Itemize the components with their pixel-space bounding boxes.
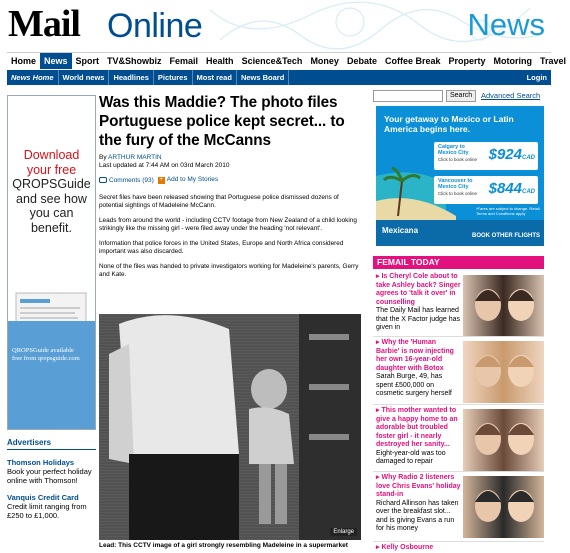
advertiser-desc: Book your perfect holiday online with Thomson! bbox=[7, 467, 92, 485]
thumbnail-image bbox=[463, 476, 544, 538]
thumbnail-image bbox=[463, 409, 544, 471]
nav-item-sport[interactable]: Sport bbox=[75, 56, 100, 66]
byline-prefix: By bbox=[99, 154, 107, 161]
enlarge-button[interactable]: Enlarge bbox=[330, 528, 357, 536]
femail-item-text bbox=[376, 474, 461, 534]
femail-item-desc: Sarah Burge, 49, has spent £500,000 on cosmetic surgery herself bbox=[376, 373, 452, 397]
add-to-stories-link[interactable] bbox=[158, 176, 218, 184]
search-input[interactable] bbox=[373, 90, 443, 102]
route-label: Vancouver to Mexico City bbox=[438, 178, 473, 190]
ad-line: QROPSGuide bbox=[12, 177, 91, 191]
plus-icon: + bbox=[159, 177, 164, 183]
nav-item-motoring[interactable]: Motoring bbox=[493, 56, 533, 66]
subnav-item-pictures[interactable]: Pictures bbox=[154, 70, 193, 85]
article-paragraph: Secret files have been released showing that Portuguese police dismissed dozens of potential sightings of Madeleine McCann. bbox=[99, 194, 339, 209]
logo-mail[interactable]: Mail bbox=[8, 3, 80, 45]
advertiser-desc: Credit limit ranging from £250 to £1,000. bbox=[7, 502, 87, 520]
login-link[interactable]: Login bbox=[526, 73, 547, 82]
arrow-icon: ▸ bbox=[376, 273, 382, 280]
ad-line: Download bbox=[23, 148, 80, 162]
femail-item-text bbox=[376, 273, 461, 333]
nav-item-property[interactable]: Property bbox=[448, 56, 486, 66]
femail-item[interactable] bbox=[373, 271, 544, 335]
book-other-flights-button[interactable]: BOOK OTHER FLIGHTS bbox=[472, 233, 540, 239]
nav-item-home[interactable]: Home bbox=[11, 56, 37, 66]
ad-footer-line: free from qropsguide.com bbox=[12, 355, 80, 362]
advertiser-item[interactable] bbox=[7, 493, 96, 520]
nav-item-health[interactable]: Health bbox=[206, 56, 234, 66]
section-title: News bbox=[467, 7, 545, 42]
subnav-item-news-board[interactable]: News Board bbox=[237, 70, 289, 85]
comment-icon bbox=[99, 177, 107, 183]
price-amount: $924 bbox=[488, 146, 522, 163]
nav-item-travel[interactable]: Travel bbox=[540, 56, 567, 66]
femail-item[interactable] bbox=[373, 472, 544, 540]
femail-item-desc: The Daily Mail has learned that the X Factor judge has given in bbox=[376, 307, 461, 331]
price-currency: CAD bbox=[522, 155, 535, 161]
femail-item-title[interactable] bbox=[376, 339, 461, 373]
femail-item[interactable] bbox=[373, 337, 544, 403]
price-amount: $844 bbox=[488, 180, 522, 197]
nav-item-coffee-break[interactable]: Coffee Break bbox=[384, 56, 441, 66]
comments-link[interactable] bbox=[99, 177, 154, 184]
advertisers-heading: Advertisers bbox=[7, 438, 96, 450]
route-label: Calgary to Mexico City bbox=[438, 144, 469, 156]
comments-label: Comments (93) bbox=[109, 176, 154, 184]
femail-item-text bbox=[376, 407, 461, 467]
price-currency: CAD bbox=[522, 189, 535, 195]
subnav-item-world-news[interactable]: World news bbox=[59, 70, 110, 85]
arrow-icon: ▸ bbox=[376, 544, 382, 551]
masthead bbox=[0, 0, 557, 50]
femail-title-label: This mother wanted to give a happy home to an adorable but troubled foster girl - it nearly destroyed her sanity... bbox=[376, 407, 458, 448]
arrow-icon: ▸ bbox=[376, 407, 382, 414]
femail-thumbnail[interactable] bbox=[463, 341, 544, 403]
author-link[interactable]: ARTHUR MARTIN bbox=[108, 154, 162, 161]
ad-footer-line: QROPSGuide available bbox=[12, 347, 74, 354]
thumbnail-image bbox=[463, 275, 544, 337]
femail-item[interactable] bbox=[373, 405, 544, 470]
mexicana-logo: Mexicana bbox=[382, 226, 419, 235]
femail-title-label: Is Cheryl Cole about to take Ashley back? Singer agrees to 'talk it over' in counselling bbox=[376, 273, 461, 306]
femail-today-heading[interactable]: FEMAIL TODAY bbox=[373, 256, 544, 269]
cctv-photo[interactable] bbox=[99, 314, 361, 540]
advertiser-title[interactable]: Vanquis Credit Card bbox=[7, 493, 79, 502]
advertiser-title[interactable]: Thomson Holidays bbox=[7, 458, 75, 467]
ad-blue-panel bbox=[8, 321, 95, 429]
femail-title-label: Kelly Osbourne bbox=[381, 544, 434, 551]
book-online-link[interactable]: Click to book online bbox=[438, 191, 478, 196]
femail-thumbnail[interactable] bbox=[463, 409, 544, 471]
add-to-stories-label: Add to My Stories bbox=[166, 176, 219, 183]
price-label bbox=[489, 180, 535, 197]
ad-line: you can bbox=[29, 206, 74, 220]
article-actions bbox=[99, 176, 363, 184]
sub-nav bbox=[7, 70, 551, 85]
advertisers bbox=[7, 438, 96, 520]
byline bbox=[99, 154, 363, 170]
femail-item-text bbox=[376, 339, 461, 399]
terms-text: *Fares are subject to change. Retail Terms and Conditions apply bbox=[476, 206, 540, 216]
ad-line: your free bbox=[26, 162, 77, 177]
cctv-image bbox=[99, 314, 361, 540]
nav-item-debate[interactable]: Debate bbox=[346, 56, 377, 66]
arrow-icon: ▸ bbox=[376, 474, 382, 481]
advanced-search-link[interactable]: Advanced Search bbox=[481, 91, 541, 100]
femail-item-text bbox=[376, 544, 461, 553]
femail-item-title[interactable] bbox=[376, 273, 461, 307]
book-online-link[interactable]: Click to book online bbox=[438, 157, 478, 162]
main-nav bbox=[7, 52, 567, 69]
nav-item-science-tech[interactable]: Science&Tech bbox=[241, 56, 303, 66]
nav-item-news[interactable]: News bbox=[40, 53, 72, 69]
article-paragraph: Information that police forces in the United States, Europe and North Africa considered important was also discarded. bbox=[99, 240, 344, 255]
subnav-item-most-read[interactable]: Most read bbox=[193, 70, 237, 85]
femail-thumbnail[interactable] bbox=[463, 476, 544, 538]
femail-item-desc: Eight-year-old was too damaged to repair bbox=[376, 449, 446, 465]
femail-title-label: Why Radio 2 listeners love Chris Evans' holiday stand-in bbox=[376, 474, 461, 498]
article bbox=[99, 93, 363, 279]
femail-item-title[interactable] bbox=[376, 474, 461, 500]
nav-item-femail[interactable]: Femail bbox=[169, 56, 199, 66]
femail-item-title[interactable] bbox=[376, 407, 461, 450]
advertiser-item[interactable] bbox=[7, 458, 96, 485]
femail-thumbnail[interactable] bbox=[463, 275, 544, 337]
article-headline: Was this Maddie? The photo files Portuguese police kept secret... to the fury of the McCanns bbox=[99, 94, 345, 149]
photo-caption: Lead: This CCTV image of a girl strongly resembling Madeleine in a supermarket bbox=[99, 542, 348, 549]
nav-item-tv-showbiz[interactable]: TV&Showbiz bbox=[107, 56, 162, 66]
article-paragraph: Leads from around the world - including CCTV footage from New Zealand of a child looking strikingly like the missing girl - were filed away under the heading 'not relevant'. bbox=[99, 217, 357, 232]
search-button[interactable]: Search bbox=[446, 90, 476, 102]
logo-online[interactable]: Online bbox=[107, 7, 203, 45]
femail-item-title[interactable] bbox=[376, 544, 461, 553]
ad-line: and see how bbox=[16, 191, 87, 206]
femail-title-label: Why the 'Human Barbie' is now injecting her own 16-year-old daughter with Botox bbox=[376, 339, 454, 372]
arrow-icon: ▸ bbox=[376, 339, 382, 346]
femail-item[interactable] bbox=[373, 542, 544, 552]
ad-line: benefit. bbox=[30, 220, 72, 235]
article-paragraph: None of the files was handed to private investigators working for Madeleine's parents, Gerry and Kate. bbox=[99, 263, 359, 278]
mexicana-ad[interactable] bbox=[376, 106, 544, 246]
ad-tagline: Your getaway to Mexico or Latin America begins here. bbox=[384, 114, 514, 134]
subnav-item-news-home[interactable]: News Home bbox=[7, 70, 59, 85]
subnav-item-headlines[interactable]: Headlines bbox=[109, 70, 153, 85]
price-label bbox=[489, 146, 535, 163]
price-card[interactable] bbox=[434, 142, 538, 170]
last-updated: Last updated at 7:44 AM on 03rd March 2010 bbox=[99, 162, 230, 169]
femail-item-desc: Richard Allinson has taken over the breakfast slot... and is giving Evans a run for his money bbox=[376, 499, 459, 532]
qrops-ad-text bbox=[8, 148, 95, 235]
thumbnail-image bbox=[463, 341, 544, 403]
price-card[interactable] bbox=[434, 176, 538, 204]
ad-footer bbox=[12, 347, 92, 363]
search-bar bbox=[373, 90, 551, 103]
nav-item-money[interactable]: Money bbox=[310, 56, 339, 66]
qrops-ad[interactable] bbox=[7, 95, 96, 430]
